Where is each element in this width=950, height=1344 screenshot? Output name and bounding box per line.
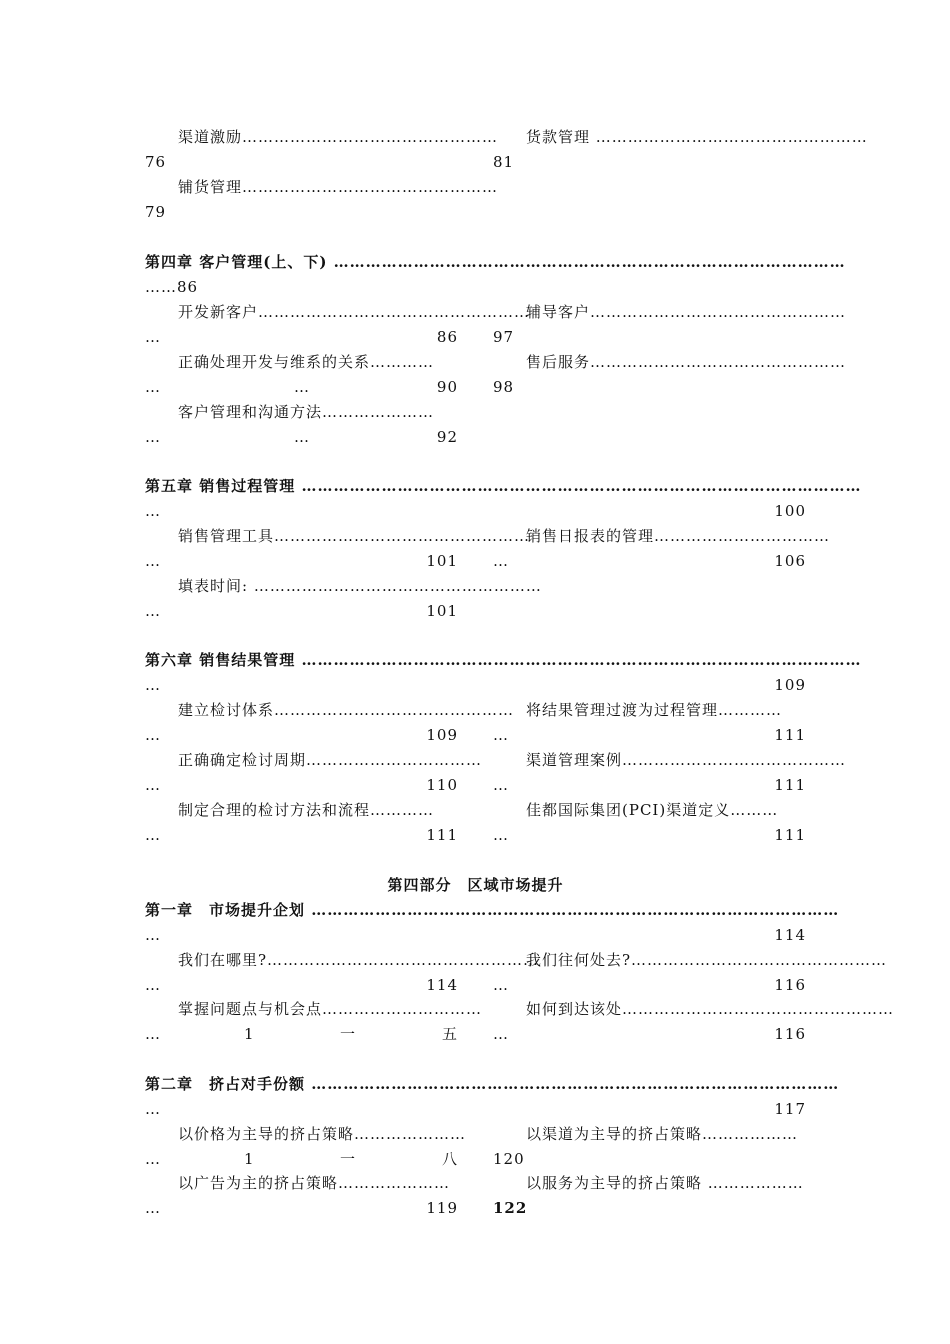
toc-entry-page: 111	[774, 776, 806, 794]
toc-entry-line: 以服务为主导的挤占策略 ………………	[526, 1174, 804, 1192]
toc-entry-line: 佳都国际集团(PCI)渠道定义………	[526, 801, 779, 819]
toc-entry-line: 以渠道为主导的挤占策略………………	[526, 1125, 799, 1143]
toc-entry-dots: …	[493, 776, 509, 794]
toc-entry-line: 铺货管理…………………………………………	[178, 178, 499, 196]
toc-entry-page: 122	[493, 1199, 528, 1217]
chapter-heading: 第一章 市场提升企划 ………………………………………………………………………………………	[145, 901, 840, 919]
toc-entry-page: 111	[426, 826, 458, 844]
toc-entry-dots: …	[145, 826, 161, 844]
toc-entry-line: 掌握问题点与机会点…………………………	[178, 1000, 483, 1018]
toc-entry-page: 92	[436, 428, 458, 446]
toc-entry-page-part: 一	[340, 1025, 357, 1043]
toc-entry-dots: …	[493, 726, 509, 744]
toc-entry-line: 销售日报表的管理……………………………	[526, 527, 831, 545]
toc-entry-page: 106	[774, 552, 806, 570]
chapter-page: 100	[774, 502, 806, 520]
toc-entry-page: 86	[436, 328, 458, 346]
toc-entry-dots: …	[145, 776, 161, 794]
chapter-heading: 第四章 客户管理(上、下) ……………………………………………………………………………………	[145, 253, 846, 271]
toc-entry-line: 正确确定检讨周期……………………………	[178, 751, 483, 769]
toc-entry-line: 客户管理和沟通方法…………………	[178, 403, 435, 421]
toc-entry-page: 110	[426, 776, 458, 794]
toc-entry-dots: …	[145, 976, 161, 994]
part-heading: 第四部分 区域市场提升	[387, 876, 564, 894]
toc-entry-dots: …	[145, 428, 161, 446]
toc-entry-line: 以广告为主的挤占策略…………………	[178, 1174, 451, 1192]
toc-entry-line: 销售管理工具…………………………………………	[178, 527, 531, 545]
toc-entry-line: 制定合理的检讨方法和流程…………	[178, 801, 435, 819]
chapter-dots: …	[145, 676, 161, 694]
toc-entry-line: 将结果管理过渡为过程管理…………	[526, 701, 783, 719]
chapter-heading: 第二章 挤占对手份额 ………………………………………………………………………………………	[145, 1075, 840, 1093]
toc-entry-page: 111	[774, 826, 806, 844]
toc-entry-page-part: 1	[244, 1150, 255, 1168]
chapter-dots: …	[145, 926, 161, 944]
toc-entry-page: 116	[774, 1025, 806, 1043]
toc-entry-dots: …	[493, 826, 509, 844]
toc-entry-dots: …	[145, 602, 161, 620]
toc-entry-line: 我们往何处去?…………………………………………	[526, 951, 888, 969]
toc-entry-page-part: 五	[442, 1025, 459, 1043]
toc-entry-page: 97	[493, 328, 515, 346]
toc-entry-dots: …	[145, 1025, 161, 1043]
toc-entry-dots: …	[294, 378, 310, 396]
toc-entry-line: 以价格为主导的挤占策略…………………	[178, 1125, 467, 1143]
chapter-page: 114	[774, 926, 806, 944]
toc-entry-line: 正确处理开发与维系的关系…………	[178, 353, 435, 371]
toc-entry-page: 120	[493, 1150, 525, 1168]
toc-entry-page-part: 1	[244, 1025, 255, 1043]
toc-entry-dots: …	[145, 1150, 161, 1168]
chapter-page: 109	[774, 676, 806, 694]
toc-entry-page: 116	[774, 976, 806, 994]
toc-entry-line: 渠道管理案例……………………………………	[526, 751, 847, 769]
chapter-dots: …	[145, 1100, 161, 1118]
toc-entry-page-part: 一	[340, 1150, 357, 1168]
toc-entry-dots: …	[145, 378, 161, 396]
toc-entry-line: 渠道激励…………………………………………	[178, 128, 499, 146]
toc-entry-line: 开发新客户……………………………………………	[178, 303, 531, 321]
toc-entry-dots: …	[493, 976, 509, 994]
toc-entry-line: 如何到达该处……………………………………………	[526, 1000, 895, 1018]
toc-entry-line: 辅导客户…………………………………………	[526, 303, 847, 321]
chapter-dots: …	[145, 502, 161, 520]
toc-entry-line: 我们在哪里?……………………………………………	[178, 951, 540, 969]
toc-entry-page: 111	[774, 726, 806, 744]
toc-entry-page: 109	[426, 726, 458, 744]
toc-entry-page: 101	[426, 552, 458, 570]
chapter-page: ……86	[145, 278, 199, 296]
toc-entry-page: 90	[436, 378, 458, 396]
chapter-heading: 第五章 销售过程管理 ……………………………………………………………………………………………	[145, 477, 862, 495]
toc-entry-dots: …	[493, 1025, 509, 1043]
toc-entry-dots: …	[294, 428, 310, 446]
toc-entry-page: 101	[426, 602, 458, 620]
toc-entry-dots: …	[493, 552, 509, 570]
toc-entry-dots: …	[145, 726, 161, 744]
toc-entry-line: 建立检讨体系………………………………………	[178, 701, 515, 719]
toc-entry-page-part: 八	[442, 1150, 459, 1168]
chapter-heading: 第六章 销售结果管理 ……………………………………………………………………………………………	[145, 651, 862, 669]
chapter-page: 117	[774, 1100, 806, 1118]
toc-entry-page: 76	[145, 153, 167, 171]
toc-entry-dots: …	[145, 328, 161, 346]
toc-entry-page: 98	[493, 378, 515, 396]
toc-entry-dots: …	[145, 1199, 161, 1217]
toc-entry-dots: …	[145, 552, 161, 570]
toc-entry-page: 81	[493, 153, 515, 171]
toc-entry-line: 售后服务…………………………………………	[526, 353, 847, 371]
toc-entry-page: 119	[426, 1199, 458, 1217]
toc-entry-line: 货款管理 ……………………………………………	[526, 128, 868, 146]
toc-entry-line: 填表时间: ………………………………………………	[178, 577, 542, 595]
toc-entry-page: 79	[145, 203, 167, 221]
toc-entry-page: 114	[426, 976, 458, 994]
